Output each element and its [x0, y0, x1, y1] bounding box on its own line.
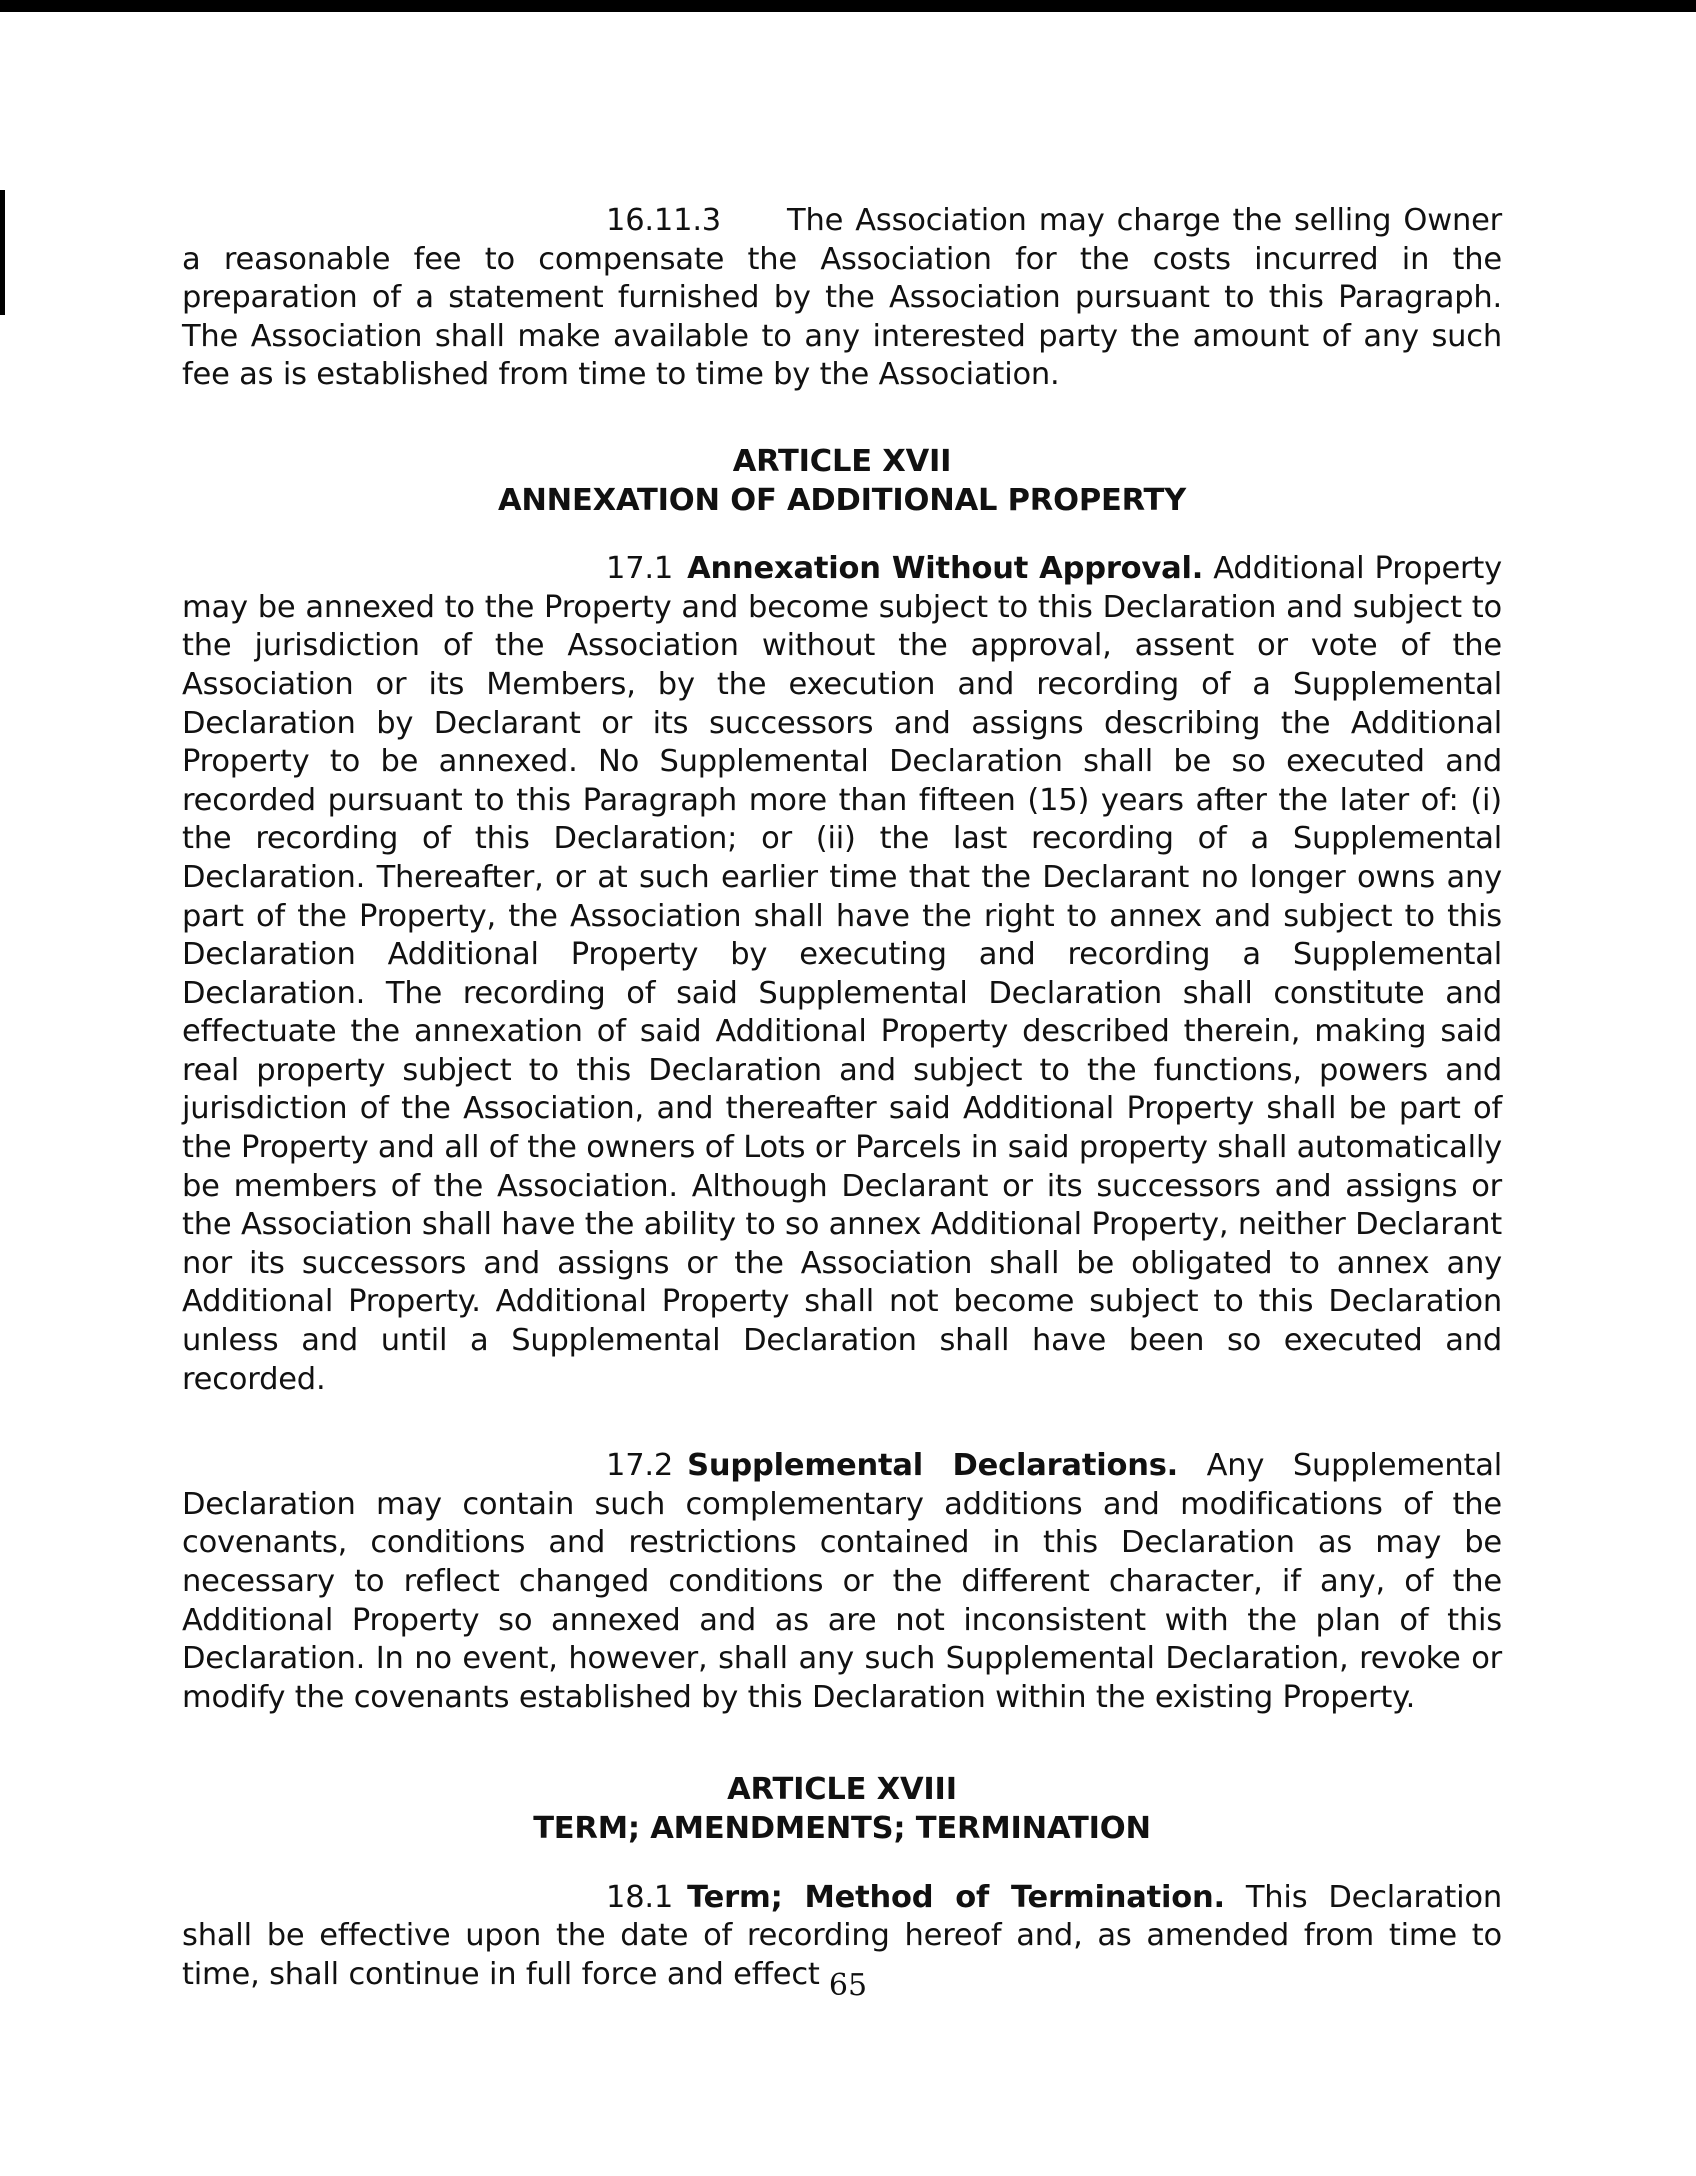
section-number: 16.11.3 [606, 203, 722, 238]
paragraph-17-1 [182, 550, 1502, 1399]
section-text: This Declaration shall be effective upon the date of recording hereof and, as amended from time to time, shall continue in full force and effect [182, 1879, 1502, 1992]
section-number: 17.1 [606, 551, 674, 587]
scan-top-border [0, 0, 1696, 12]
section-text: Additional Property may be annexed to the Property and become subject to this Declaration and subject to the jurisdiction of the Association without the approval, assent or vote of the Association or its Members, by the execution and recording of a Supplemental Declaration by Declarant or its successors and assigns describing the Additional Property to be annexed. No Supplemental Declaration shall be so executed and recorded pursuant to this Paragraph more than fifteen (15) years after the later of: (i) the recording of this Declaration; or (ii) the last recording of a Supplemental Declaration. Thereafter, or at such earlier time that the Declarant no longer owns any part of the Property, the Association shall have the right to annex and subject to this Declaration Additional Property by executing and recording a Supplemental Declaration. The recording of said Supplemental Declaration shall constitute and effectuate the annexation of said Additional Property described therein, making said real property subject to this Declaration and subject to the functions, powers and jurisdiction of the Association, and thereafter said Additional Property shall be part of the Property and all of the owners of Lots or Parcels in said property shall automatically be members of the Association. Although Declarant or its successors and assigns or the Association shall have the ability to so annex Additional Property, neither Declarant nor its successors and assigns or the Association shall be obligated to annex any Additional Property. Additional Property shall not become subject to this Declaration unless and until a Supplemental Declaration shall have been so executed and recorded. [182, 551, 1503, 1397]
section-heading: Term; Method of Termination. [687, 1879, 1225, 1915]
section-number: 17.2 [606, 1448, 674, 1484]
paragraph-16-11-3 [182, 202, 1502, 395]
article-18-title: TERM; AMENDMENTS; TERMINATION [533, 1810, 1151, 1846]
page-body [182, 202, 1502, 1994]
section-heading: Annexation Without Approval. [687, 551, 1204, 587]
section-number: 18.1 [606, 1879, 674, 1915]
article-17-title: ANNEXATION OF ADDITIONAL PROPERTY [497, 482, 1187, 518]
section-text: Any Supplemental Declaration may contain such complementary additions and modifications of the covenants, conditions and restrictions contained in this Declaration as may be necessary to reflect changed conditions or the different character, if any, of the Additional Property so annexed and as are not inconsistent with the plan of this Declaration. In no event, however, shall any such Supplemental Declaration, revoke or modify the covenants established by this Declaration within the existing Property. [182, 1448, 1502, 1715]
page-number: 65 [828, 1968, 868, 2003]
scan-margin-mark [0, 190, 5, 315]
article-18-number: ARTICLE XVIII [727, 1772, 957, 1808]
paragraph-17-2 [182, 1447, 1502, 1717]
article-17-number: ARTICLE XVII [732, 443, 952, 479]
section-heading: Supplemental Declarations. [687, 1448, 1179, 1484]
section-text: The Association may charge the selling Owner a reasonable fee to compensate the Association for the costs incurred in the preparation of a statement furnished by the Association pursuant to this Paragraph. The Association shall make available to any interested party the amount of any such fee as is established from time to time by the Association. [182, 203, 1502, 393]
